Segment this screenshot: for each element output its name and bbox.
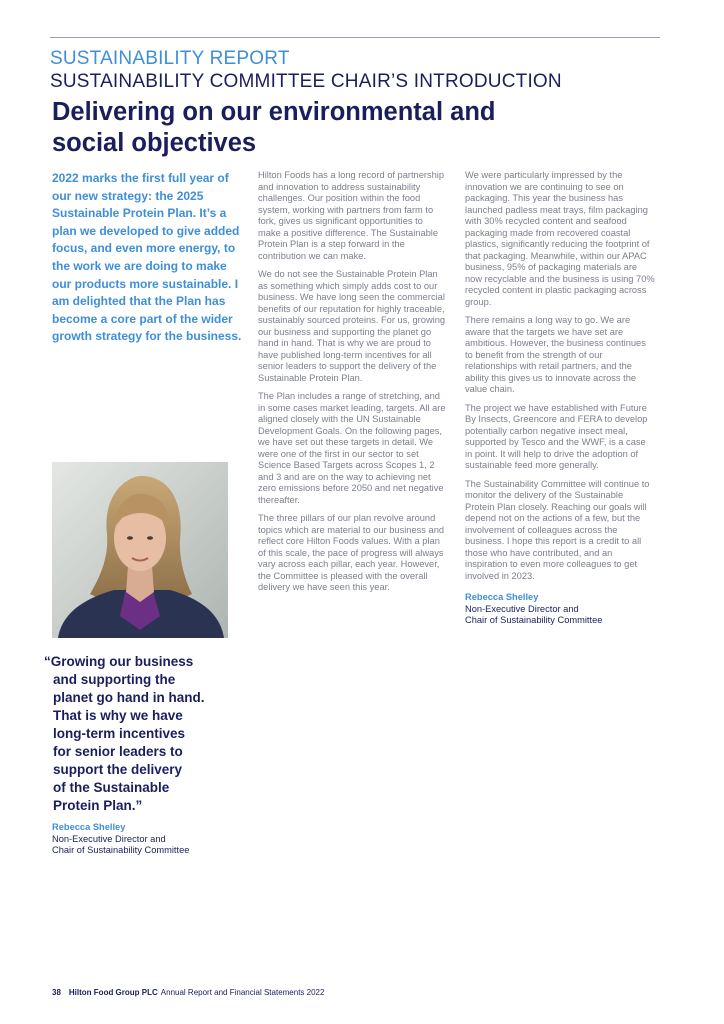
body-column-2 (258, 170, 448, 601)
signature-name: Rebecca Shelley (465, 592, 539, 602)
body-paragraph: We do not see the Sustainable Protein Plan as something which simply adds cost to our business. We have long seen the commercial benefits of our reputation for highly traceable, sustainably sourced proteins. For us, growing our business and supporting the planet go hand in hand. That is why we are proud to have published long-term incentives for all senior leaders to support the delivery of the Sustainable Protein Plan. (258, 269, 446, 383)
section-title: SUSTAINABILITY REPORT (50, 48, 290, 69)
portrait-illustration (52, 462, 228, 638)
page-number: 38 (52, 988, 61, 997)
body-paragraph: We were particularly impressed by the innovation we are continuing to see on packaging. This year the business has launched padless meat trays, film packaging with 30% recycled content and seafood packaging made from recovered coastal plastics, significantly reducing the footprint of that packaging. Meanwhile, within our APAC business, 95% of packaging materials are now recyclable and the business is using 70% recycled content in plastic packaging across group. (465, 170, 655, 307)
body-paragraph: There remains a long way to go. We are aware that the targets we have set are ambitious. However, the business continues to benefit from the strength of our relationships with retail partners, and the ability this gives us to innovate across the value chain. (465, 315, 646, 394)
pull-quote-line: Protein Plan.” (53, 798, 143, 813)
pull-quote-line: long-term incentives (53, 726, 186, 741)
body-paragraph: The three pillars of our plan revolve around topics which are material to our business and reflect core Hilton Foods values. With a plan of this scale, the pace of progress will always vary across each pillar, each year. However, the Committee is pleased with the overall delivery we have seen this year. (258, 513, 445, 592)
pull-quote-line: support the delivery (53, 762, 183, 777)
signature-role: Non-Executive Director and (465, 603, 579, 614)
attribution-name: Rebecca Shelley (52, 822, 126, 832)
company-name: Hilton Food Group PLC (68, 988, 158, 997)
lede-paragraph: 2022 marks the first full year of our new strategy: the 2025 Sustainable Protein Plan. It’s a plan we developed to give added focus, and even more energy, to the work we are doing to make our products more sustainable. I am delighted that the Plan has become a core part of the wider growth strategy for the business. (52, 171, 242, 344)
pull-quote (44, 653, 244, 815)
portrait-photo (52, 462, 228, 638)
attribution-role: Chair of Sustainability Committee (52, 845, 190, 855)
pull-quote-line: That is why we have (53, 708, 183, 723)
body-paragraph: The Plan includes a range of stretching, and in some cases market leading, targets. All are aligned closely with the UN Sustainable Development Goals. On the following pages, we have set out these targets in detail. We were one of the first in our sector to set Science Based Targets across Scopes 1, 2 and 3 and are on the way to achieving net zero emissions before 2050 and net negative thereafter. (258, 391, 446, 505)
pull-quote-line: of the Sustainable (53, 780, 170, 795)
page-title: Delivering on our environmental and social objectives (52, 98, 496, 157)
pull-quote-line: planet go hand in hand. (53, 690, 205, 705)
body-column-3 (465, 170, 655, 627)
report-name: Annual Report and Financial Statements 2022 (160, 988, 325, 997)
header-rule (50, 37, 660, 38)
signature (465, 592, 655, 627)
attribution-role: Non-Executive Director and (52, 833, 166, 844)
body-paragraph: The project we have established with Future By Insects, Greencore and FERA to develop potentially carbon negative insect meal, supported by Tesco and the WWF, is a case in point. It will help to drive the adoption of sustainable feed more generally. (465, 402, 648, 470)
pull-quote-line: “Growing our business (44, 654, 194, 669)
subsection-title: SUSTAINABILITY COMMITTEE CHAIR’S INTRODUCTION (50, 71, 562, 92)
body-paragraph: Hilton Foods has a long record of partnership and innovation to address sustainability challenges. Our position within the food system, working with partners from farm to fork, gives us significant opportunities to make a positive difference. The Sustainable Protein Plan is a step forward in the contribution we can make. (258, 170, 445, 261)
body-paragraph: The Sustainability Committee will continue to monitor the delivery of the Sustainable Protein Plan closely. Reaching our goals will depend not on the actions of a few, but the involvement of colleagues across the business. I hope this report is a credit to all those who have contributed, and an inspiration to even more colleagues to get involved in 2023. (465, 478, 650, 581)
pull-quote-line: and supporting the (53, 672, 176, 687)
pull-quote-line: for senior leaders to (53, 744, 183, 759)
page-footer (52, 988, 324, 997)
signature-role: Chair of Sustainability Committee (465, 615, 603, 625)
quote-attribution (52, 822, 189, 857)
